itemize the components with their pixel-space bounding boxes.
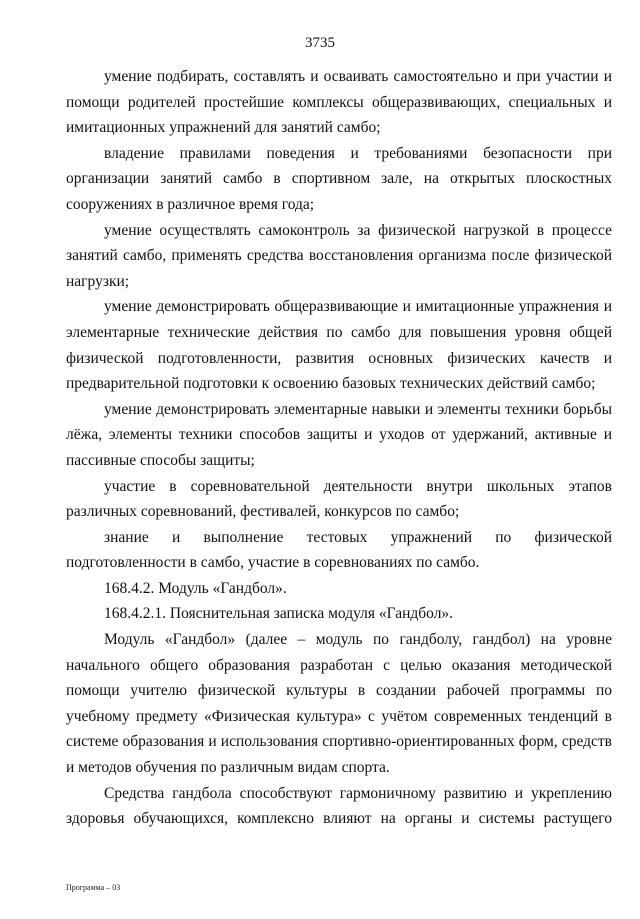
paragraph: умение демонстрировать общеразвивающие и имитационные упражнения и элементарные технические действия по самбо для повышения уровня общей физической подготовленности, развития основных физических качеств и предварительной подготовки к освоению базовых технических действий самбо; [66,298,612,393]
paragraph: умение осуществлять самоконтроль за физической нагрузкой в процессе занятий самбо, применять средства восстановления организма после физической нагрузки; [66,221,612,290]
paragraph: участие в соревновательной деятельности внутри школьных этапов различных соревнований, фестивалей, конкурсов по самбо; [66,477,612,521]
section-heading: 168.4.2. Модуль «Гандбол». [104,579,287,597]
paragraph: знание и выполнение тестовых упражнений по физической подготовленности в самбо, участие в соревнованиях по самбо. [66,528,612,572]
page-footer: Программа – 03 [66,883,121,892]
paragraph: умение подбирать, составлять и осваивать самостоятельно и при участии и помощи родителей простейшие комплексы общеразвивающих, специальных и имитационных упражнений для занятий самбо; [66,68,612,137]
subsection-heading: 168.4.2.1. Пояснительная записка модуля «Гандбол». [104,605,454,623]
paragraph: владение правилами поведения и требованиями безопасности при организации занятий самбо в спортивном зале, на открытых плоскостных сооружениях в различное время года; [66,144,612,213]
paragraph: умение демонстрировать элементарные навыки и элементы техники борьбы лёжа, элементы техники способов защиты и уходов от удержаний, активные и пассивные способы защиты; [66,400,612,469]
document-body [66,64,612,832]
page-number: 3735 [305,35,335,51]
paragraph: Средства гандбола способствуют гармоничному развитию и укреплению здоровья обучающихся, комплексно влияют на органы и системы растущего [66,784,612,828]
paragraph: Модуль «Гандбол» (далее – модуль по гандболу, гандбол) на уровне начального общего образования разработан с целью оказания методической помощи учителю физической культуры в создании рабочей программы по учебному предмету «Физическая культура» с учётом современных тенденций в системе образования и использования спортивно-ориентированных форм, средств и методов обучения по различным видам спорта. [66,631,612,777]
